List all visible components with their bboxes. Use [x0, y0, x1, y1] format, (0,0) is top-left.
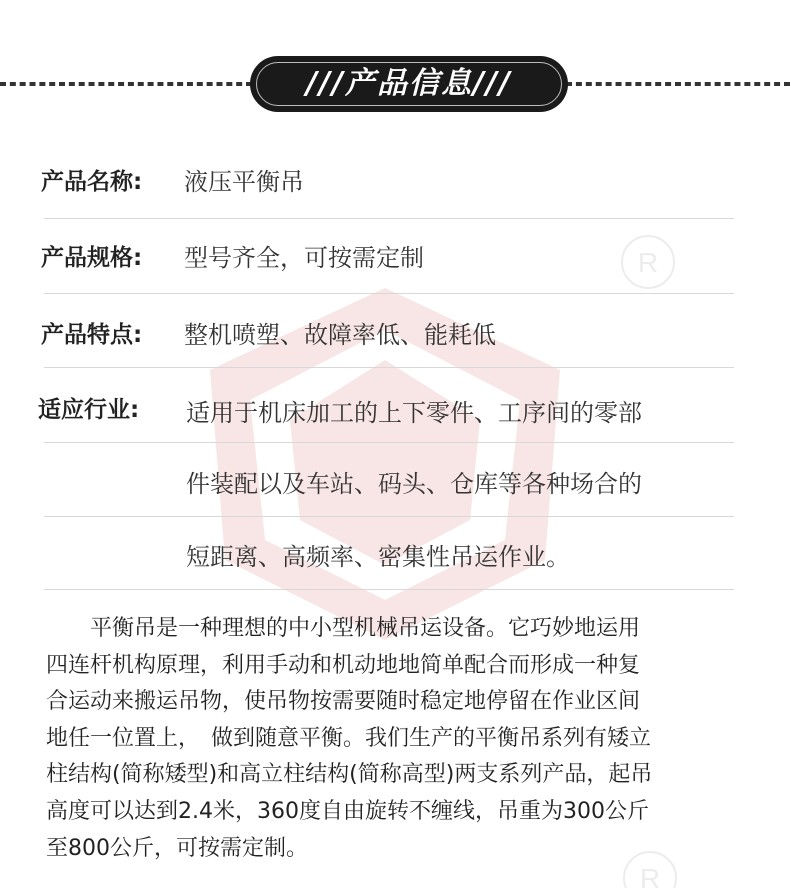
product-name-value: 液压平衡吊	[184, 168, 304, 196]
description-line: 四连杆机构原理，利用手动和机动地地简单配合而形成一种复	[46, 652, 641, 678]
industry-line-2: 件装配以及车站、码头、仓库等各种场合的	[186, 470, 642, 498]
description-line: 地任一位置上， 做到随意平衡。我们生产的平衡吊系列有矮立	[46, 725, 652, 751]
header-dashed-line-right	[566, 82, 790, 86]
description-paragraph	[46, 611, 736, 867]
svg-text:R: R	[637, 247, 659, 278]
divider	[44, 442, 734, 443]
description-line: 至800公斤，可按需定制。	[46, 835, 308, 861]
product-feature-value: 整机喷塑、故障率低、能耗低	[184, 321, 496, 349]
description-line: 高度可以达到2.4米，360度自由旋转不缠线，吊重为300公斤	[46, 798, 649, 824]
info-row-spec	[0, 222, 790, 294]
divider	[44, 218, 734, 219]
header-dashed-line-left	[0, 82, 252, 86]
product-spec-value: 型号齐全，可按需定制	[184, 244, 424, 272]
svg-text:R: R	[639, 863, 661, 888]
industry-line-1: 适用于机床加工的上下零件、工序间的零部	[186, 399, 642, 427]
divider	[44, 367, 734, 368]
info-row-feature	[0, 299, 790, 371]
description-line: 合运动来搬运吊物，使吊物按需要随时稳定地停留在作业区间	[46, 689, 641, 715]
description-line: 平衡吊是一种理想的中小型机械吊运设备。它巧妙地运用	[46, 616, 641, 641]
section-title: ///产品信息///	[306, 66, 512, 101]
description-line: 柱结构(简称矮型)和高立柱结构(简称高型)两支系列产品，起吊	[46, 762, 653, 788]
info-row-industry-cont	[0, 521, 790, 593]
info-row-industry-cont	[0, 448, 790, 520]
section-title-badge	[250, 56, 568, 112]
divider	[44, 516, 734, 517]
product-feature-label: 产品特点:	[41, 322, 143, 348]
divider	[44, 293, 734, 294]
divider	[44, 589, 734, 590]
info-row-industry	[0, 374, 790, 446]
industry-label: 适应行业:	[38, 397, 140, 423]
product-spec-label: 产品规格:	[41, 245, 143, 271]
info-row-name	[0, 146, 790, 218]
product-name-label: 产品名称:	[41, 169, 143, 195]
industry-line-3: 短距离、高频率、密集性吊运作业。	[186, 543, 570, 571]
